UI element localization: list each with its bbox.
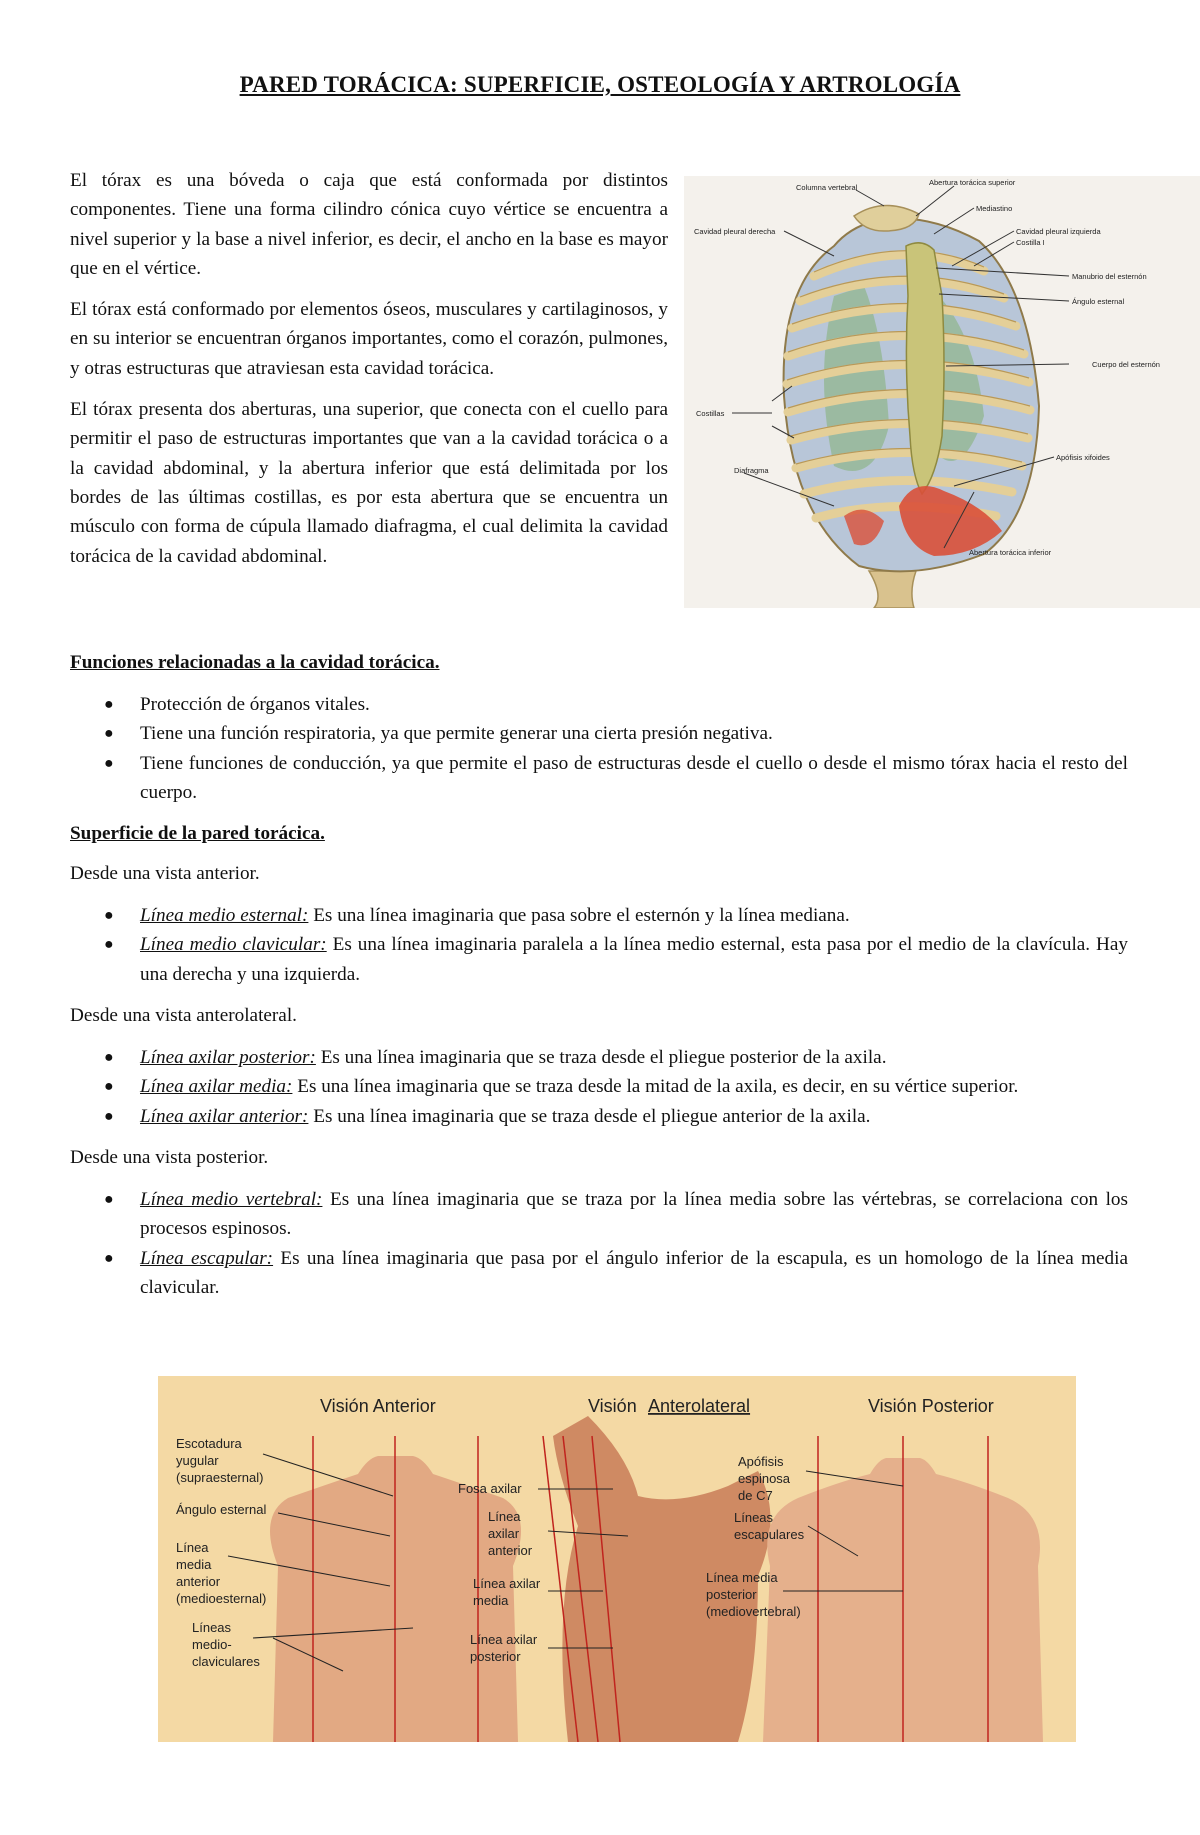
label-axilar-anterior: anterior: [488, 1543, 533, 1558]
label-linea-media-posterior: Línea media: [706, 1570, 778, 1585]
definition: Es una línea imaginaria que se traza desde el pliegue posterior de la axila.: [315, 1047, 887, 1069]
term: Línea medio vertebral:: [140, 1188, 323, 1210]
intro-text: [70, 166, 668, 583]
list-item: [70, 719, 1128, 748]
definition: Es una línea imaginaria que se traza por la línea media sobre las vértebras, se correlaciona con los procesos espinosos.: [140, 1188, 1128, 1240]
vista-posterior-intro: Desde una vista posterior.: [70, 1146, 269, 1168]
fig1-label-xifoides: Apófisis xifoides: [1056, 453, 1110, 462]
fig1-label-cavidad-derecha: Cavidad pleural derecha: [694, 227, 776, 236]
label-lineas-escapulares: Líneas: [734, 1510, 774, 1525]
label-axilar-posterior: posterior: [470, 1649, 521, 1664]
bullet-icon: ●: [104, 936, 114, 954]
label-linea-media: Línea: [176, 1540, 209, 1555]
label-lineas-escapulares: escapulares: [734, 1527, 805, 1542]
definition: Es una línea imaginaria que se traza desde la mitad de la axila, es decir, en su vértice superior.: [292, 1076, 1019, 1098]
vista-anterior-intro: Desde una vista anterior.: [70, 863, 260, 885]
label-lineas-medioclaviculares: medio-: [192, 1637, 232, 1652]
document-title: PARED TORÁCICA: SUPERFICIE, OSTEOLOGÍA Y ARTROLOGÍA: [239, 72, 961, 97]
label-linea-media: (medioesternal): [176, 1591, 267, 1606]
label-axilar-anterior: axilar: [488, 1526, 520, 1541]
posterior-list: [70, 1185, 1128, 1302]
bullet-icon: ●: [104, 1078, 114, 1096]
label-linea-media-posterior: (mediovertebral): [706, 1604, 801, 1619]
bullet-icon: ●: [104, 1049, 114, 1067]
list-item: [70, 901, 1128, 930]
fig1-label-cuerpo: Cuerpo del esternón: [1092, 360, 1160, 369]
label-supraesternal: (supraesternal): [176, 1470, 264, 1485]
fig1-label-diafragma: Diafragma: [734, 466, 769, 475]
intro-paragraph: El tórax presenta dos aberturas, una superior, que conecta con el cuello para permitir el paso de estructuras importantes que van a la cavidad torácica o a la cavidad abdominal, y la abertura inferior que está delimitada por los bordes de las últimas costillas, es por esta abertura que se encuentra un músculo con forma de cúpula llamado diafragma, el cual delimita la cavidad torácica de la cavidad abdominal.: [70, 399, 668, 567]
label-axilar-posterior: Línea axilar: [470, 1632, 538, 1647]
bullet-icon: ●: [104, 1107, 114, 1125]
bullet-icon: ●: [104, 907, 114, 925]
definition: Es una línea imaginaria que pasa por el ángulo inferior de la escapula, es un homologo de la línea media clavicular.: [140, 1247, 1128, 1298]
list-item: [70, 1102, 1128, 1131]
label-axilar-media: media: [473, 1593, 509, 1608]
bullet-icon: ●: [104, 725, 114, 743]
intro-paragraph: El tórax está conformado por elementos óseos, musculares y cartilaginosos, y en su interior se encuentran órganos importantes, como el corazón, pulmones, y otras estructuras que atraviesan esta cavidad torácica.: [70, 299, 668, 379]
list-item: [70, 690, 1128, 719]
label-apofisis: Apófisis: [738, 1454, 784, 1469]
label-lineas-medioclaviculares: Líneas: [192, 1620, 232, 1635]
label-linea-media: anterior: [176, 1574, 221, 1589]
list-item: [70, 749, 1128, 808]
anterolateral-list: [70, 1043, 1128, 1131]
title-vision-anterior: Visión Anterior: [320, 1396, 436, 1416]
term: Línea escapular:: [140, 1247, 274, 1269]
label-axilar-anterior: Línea: [488, 1509, 521, 1524]
label-fosa-axilar: Fosa axilar: [458, 1481, 522, 1496]
label-linea-media: media: [176, 1557, 212, 1572]
fig1-label-columna: Columna vertebral: [796, 183, 858, 192]
list-item-text: Tiene una función respiratoria, ya que permite generar una cierta presión negativa.: [140, 723, 773, 745]
bullet-icon: ●: [104, 1249, 114, 1267]
list-item: [70, 1043, 1128, 1072]
term: Línea axilar posterior:: [140, 1047, 316, 1069]
title-vision-anterolateral-word: Anterolateral: [648, 1396, 751, 1416]
fig1-label-cavidad-izquierda: Cavidad pleural izquierda: [1016, 227, 1101, 236]
label-axilar-media: Línea axilar: [473, 1576, 541, 1591]
term: Línea medio clavicular:: [140, 934, 327, 956]
anterior-list: [70, 901, 1128, 989]
fig1-label-mediastino: Mediastino: [976, 204, 1013, 213]
bullet-icon: ●: [104, 754, 114, 772]
main-content: [70, 650, 1128, 1316]
term: Línea axilar anterior:: [140, 1105, 309, 1127]
list-item: [70, 930, 1128, 989]
bullet-icon: ●: [104, 696, 114, 713]
term: Línea medio esternal:: [140, 905, 309, 927]
definition: Es una línea imaginaria que pasa sobre el esternón y la línea mediana.: [308, 905, 850, 927]
superficie-heading: Superficie de la pared torácica.: [70, 823, 325, 845]
intro-paragraph: El tórax es una bóveda o caja que está conformada por distintos componentes. Tiene una forma cilindro cónica cuyo vértice se encuentra a nivel superior y la base a nivel inferior, es decir, el ancho en la base es mayor que en el vértice.: [70, 170, 668, 279]
fig1-label-manubrio: Manubrio del esternón: [1072, 272, 1147, 281]
label-angulo-esternal: Ángulo esternal: [176, 1502, 267, 1517]
label-apofisis: de C7: [738, 1488, 773, 1503]
vista-anterolateral-intro: Desde una vista anterolateral.: [70, 1005, 297, 1027]
label-linea-media-posterior: posterior: [706, 1587, 757, 1602]
title-vision-anterolateral-prefix: Visión: [588, 1396, 637, 1416]
surface-lines-figure: [158, 1376, 1076, 1742]
label-escotadura: Escotadura: [176, 1436, 242, 1451]
list-item: [70, 1185, 1128, 1244]
fig1-label-costilla-i: Costilla I: [1016, 238, 1045, 247]
term: Línea axilar media:: [140, 1076, 293, 1098]
thoracic-cage-figure: [684, 176, 1200, 608]
fig1-label-abertura-superior: Abertura torácica superior: [929, 178, 1016, 187]
list-item-text: Tiene funciones de conducción, ya que permite el paso de estructuras desde el cuello o desde el mismo tórax hacia el resto del cuerpo.: [140, 752, 1128, 803]
title-vision-posterior: Visión Posterior: [868, 1396, 994, 1416]
fig1-label-costillas: Costillas: [696, 409, 725, 418]
definition: Es una línea imaginaria paralela a la línea medio esternal, esta pasa por el medio de la clavícula. Hay una derecha y una izquierda.: [140, 934, 1129, 985]
list-item: [70, 1072, 1128, 1101]
list-item: [70, 1244, 1128, 1303]
label-apofisis: espinosa: [738, 1471, 791, 1486]
bullet-icon: ●: [104, 1190, 114, 1208]
label-yugular: yugular: [176, 1453, 219, 1468]
definition: Es una línea imaginaria que se traza desde el pliegue anterior de la axila.: [308, 1105, 871, 1127]
fig1-label-angulo: Ángulo esternal: [1072, 297, 1125, 306]
list-item-text: Protección de órganos vitales.: [140, 694, 370, 715]
fig1-label-abertura-inferior: Abertura torácica inferior: [969, 548, 1052, 557]
funciones-list: [70, 690, 1128, 807]
label-lineas-medioclaviculares: claviculares: [192, 1654, 260, 1669]
funciones-heading: Funciones relacionadas a la cavidad torácica.: [70, 652, 440, 673]
